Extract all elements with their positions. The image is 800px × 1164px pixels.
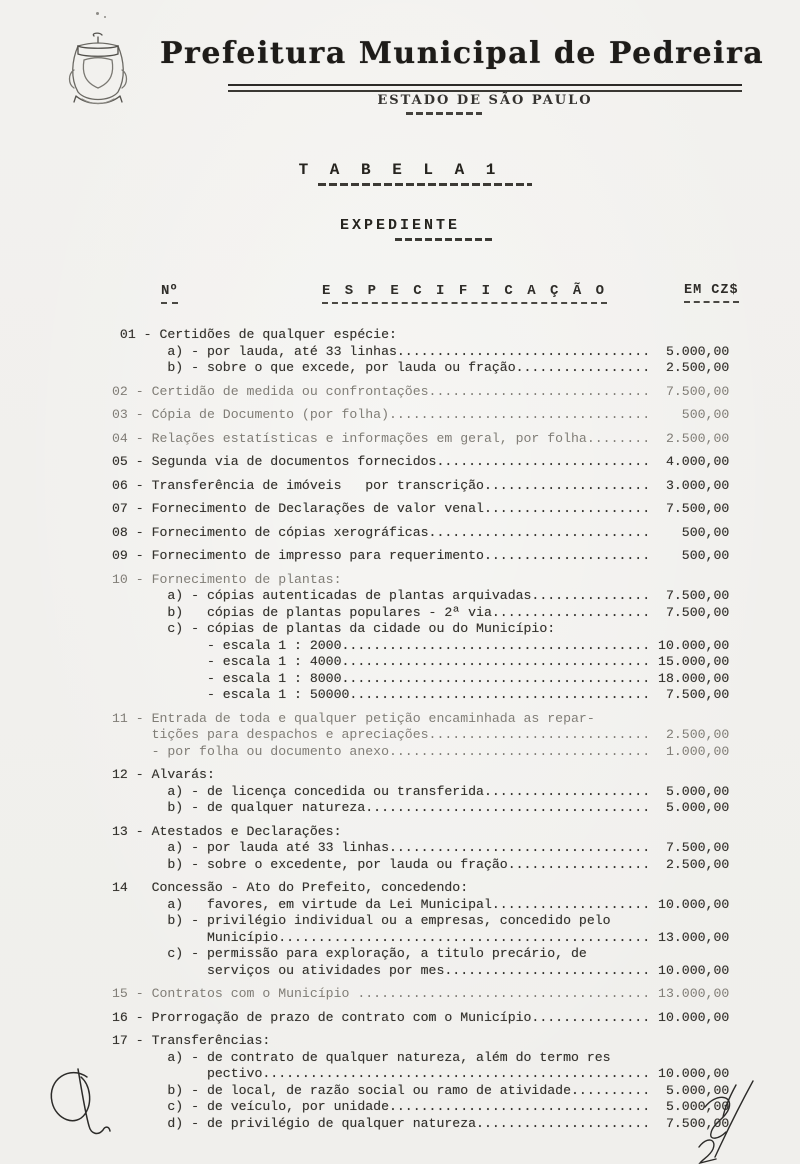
section-title-underline [395,238,495,241]
table-row: b) - sobre o excedente, por lauda ou fração.................. 2.500,00 [112,856,730,872]
table-row: b) - de qualquer natureza.................................... 5.000,00 [112,800,730,815]
fee-table [112,327,752,1132]
table-row: 11 - Entrada de toda e qualquer petição encaminhada as repar- [112,710,595,726]
municipality-title: Prefeitura Municipal de Pedreira [160,36,765,71]
table-row: - escala 1 : 4000....................................... 15.000,00 [112,654,730,669]
table-row: b) - sobre o que excede, por lauda ou fração................. 2.500,00 [112,360,730,375]
table-row: a) - de licença concedida ou transferida..................... 5.000,00 [112,783,730,799]
table-row: 15 - Contratos com o Município ..................................... 13.000,00 [112,986,730,1001]
table-row: - escala 1 : 8000....................................... 18.000,00 [112,670,730,686]
table-row: 10 - Fornecimento de plantas: [112,571,342,587]
column-specification: E S P E C I F I C A Ç Ã O [322,283,607,304]
column-number: Nº [161,283,178,304]
table-row: - por folha ou documento anexo................................. 1.000,00 [112,743,730,759]
table-row: 03 - Cópia de Documento (por folha)................................. 500,00 [112,407,730,422]
coat-of-arms-icon [64,30,132,110]
table-row: 05 - Segunda via de documentos fornecidos........................... 4.000,00 [112,454,730,469]
table-row: - escala 1 : 2000....................................... 10.000,00 [112,637,730,653]
table-row: d) - de privilégio de qualquer natureza...................... 7.500,00 [112,1115,730,1131]
table-row: 14 Concessão - Ato do Prefeito, concedendo: [112,880,469,895]
table-row: 12 - Alvarás: [112,767,215,782]
table-row: b) - privilégio individual ou a empresas, concedido pelo [112,913,611,928]
table-row: a) - de contrato de qualquer natureza, além do termo res [112,1049,611,1065]
handwritten-scribble-icon [51,1069,110,1133]
scan-speck [96,12,99,15]
table-row: 07 - Fornecimento de Declarações de valor venal..................... 7.500,00 [112,501,730,516]
table-row: 17 - Transferências: [112,1033,271,1048]
subtitle-underline [406,112,482,115]
table-row: 06 - Transferência de imóveis por transcrição..................... 3.000,00 [112,477,730,493]
table-row: 01 - Certidões de qualquer espécie: [112,327,397,342]
table-row: - escala 1 : 50000...................................... 7.500,00 [112,687,730,702]
table-row: 04 - Relações estatísticas e informações em geral, por folha........ 2.500,00 [112,430,730,446]
table-row: a) - cópias autenticadas de plantas arquivadas............... 7.500,00 [112,588,730,603]
section-title: EXPEDIENTE [339,217,460,234]
table-row: 08 - Fornecimento de cópias xerográficas............................ 500,00 [112,524,730,540]
table-row: serviços ou atividades por mes.......................... 10.000,00 [112,962,730,978]
column-header-row [0,283,800,307]
table-title: T A B E L A 1 [298,161,502,179]
scan-speck [104,16,106,18]
table-row: b) - de local, de razão social ou ramo de atividade.......... 5.000,00 [112,1082,730,1098]
table-row: c) - cópias de plantas da cidade ou do Município: [112,621,556,636]
table-row: a) - por lauda até 33 linhas................................. 7.500,00 [112,840,730,855]
table-row: tições para despachos e apreciações............................ 2.500,00 [112,727,730,742]
table-row: Município............................................... 13.000,00 [112,929,730,945]
table-row: 16 - Prorrogação de prazo de contrato com o Município............... 10.000,00 [112,1009,730,1025]
table-row: c) - permissão para exploração, a titulo precário, de [112,946,587,961]
table-row: 09 - Fornecimento de impresso para requerimento..................... 500,00 [112,548,730,563]
table-row: 13 - Atestados e Declarações: [112,823,342,839]
column-price: EM CZ$ [684,283,739,303]
table-row: b) cópias de plantas populares - 2ª via.................... 7.500,00 [112,604,730,620]
letterhead-rule [228,84,742,92]
state-subtitle: ESTADO DE SÃO PAULO [377,93,593,108]
table-row: a) - por lauda, até 33 linhas................................ 5.000,00 [112,343,730,359]
table-row: a) favores, em virtude da Lei Municipal.................... 10.000,00 [112,896,730,912]
table-row: 02 - Certidão de medida ou confrontações............................ 7.500,00 [112,383,730,399]
table-row: c) - de veículo, por unidade................................. 5.000,00 [112,1099,730,1114]
table-title-underline [318,183,532,186]
table-row: pectivo................................................. 10.000,00 [112,1066,730,1081]
